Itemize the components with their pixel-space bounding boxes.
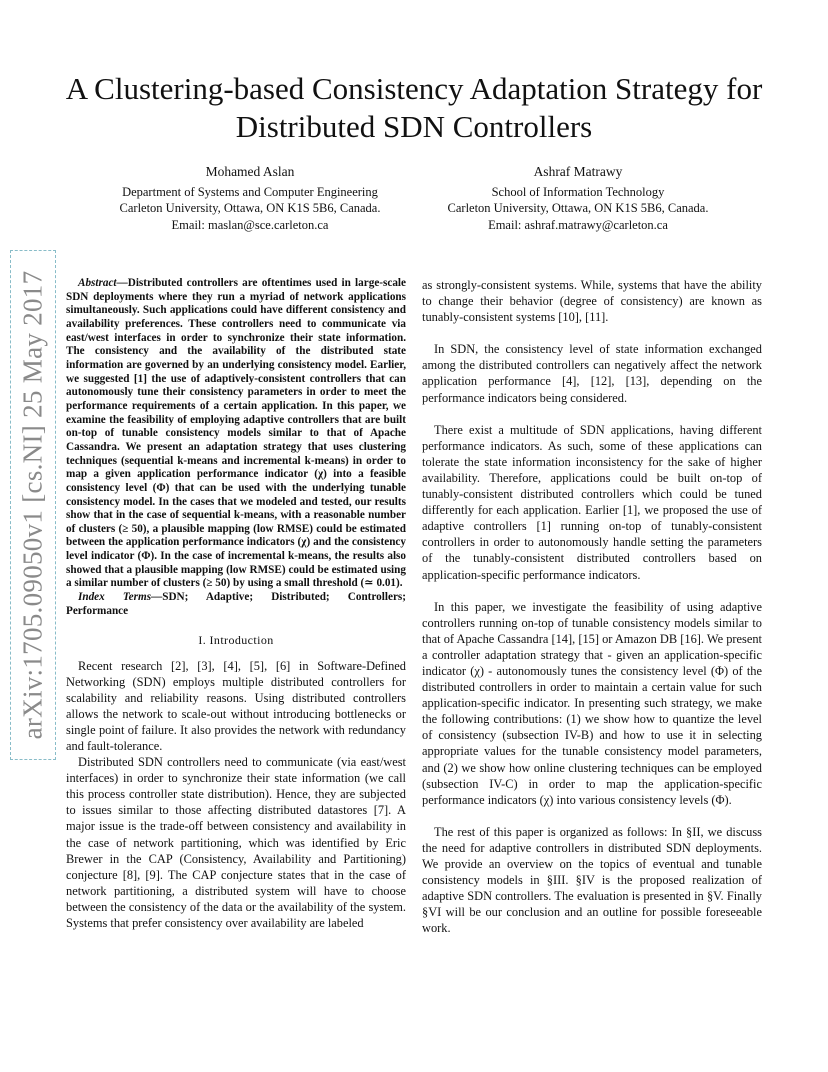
author-email: Email: maslan@sce.carleton.ca <box>171 217 329 232</box>
intro-paragraph-3: as strongly-consistent systems. While, systems that have the ability to change their behavior (degree of consistency) are known as tunably-consistent systems [10], [11]. <box>422 278 762 325</box>
left-column <box>66 277 406 931</box>
author-name: Ashraf Matrawy <box>533 164 623 179</box>
author-block-1 <box>90 164 410 233</box>
author-email: Email: ashraf.matrawy@carleton.ca <box>488 217 668 232</box>
right-column <box>422 277 762 952</box>
author-address: Carleton University, Ottawa, ON K1S 5B6, Canada. <box>447 201 709 215</box>
intro-paragraph-4: In SDN, the consistency level of state information exchanged among the distributed controllers can negatively affect the network application performance [4], [12], [13], depending on the performance indicators being considered. <box>422 342 762 405</box>
author-address: Carleton University, Ottawa, ON K1S 5B6, Canada. <box>119 201 381 215</box>
abstract-label: Abstract <box>78 277 117 289</box>
paper-title: A Clustering-based Consistency Adaptation Strategy for Distributed SDN Controllers <box>65 71 763 144</box>
intro-paragraph-5: There exist a multitude of SDN applications, having different performance indicators. As such, some of these applications can tolerate the state information inconsistency for the sake of higher availability. Therefore, applications could be built on-top of tunably-consistent distributed controllers which could be tuned differently for each application. Earlier [1], we proposed the use of adaptive controllers [1] running on-top of tunably-consistent controllers in order to autonomously handle setting the parameters of the tunably-consistent distributed controllers based on application-specific performance indicators. <box>422 422 762 582</box>
abstract-text: —Distributed controllers are oftentimes used in large-scale SDN deployments where they run a myriad of network applications simultaneously. Such applications could have different consistency and availability preferences. These controllers need to communicate via east/west interfaces in order to synchronize their state information. The consistency and the availability of the distributed state information are governed by an underlying consistency model. Earlier, we suggested [1] the use of adaptively-consistent controllers that can autonomously tune their consistency parameters in order to meet the performance requirements of a certain application. In this paper, we examine the feasibility of employing adaptive controllers that are built on-top of tunable consistency models similar to that of Apache Cassandra. We present an adaptation strategy that uses clustering techniques (sequential k-means and incremental k-means) in order to map a given application performance indicator (χ) into a feasible consistency level (Φ) that can be used with the underlying tunable consistency model. In the cases that we modeled and tested, our results show that in the case of sequential k-means, with a reasonable number of clusters (≥ 50), a plausible mapping (low RMSE) could be estimated between the application performance indicators (χ) and the consistency level indicator (Φ). In the case of incremental k-means, the results also showed that a plausible mapping (low RMSE) could be estimated using a similar number of clusters (≥ 50) by using a small threshold (≃ 0.01). <box>66 277 406 590</box>
intro-paragraph-6: In this paper, we investigate the feasibility of using adaptive controllers running on-top of tunable consistency models similar to that of Apache Cassandra [14], [15] or Amazon DB [16]. We present a controller adaptation strategy that - given an application-specific indicator (χ) - autonomously tunes the consistency level (Φ) of the distributed controllers in order to maintain a certain value for such application-specific indicator. In presenting such strategy, we make the following contributions: (1) we show how to quantize the level of consistency (subsection IV-B) and how to use it in selecting appropriate values for the tunable consistency model parameters, and (2) we show how online clustering techniques can be employed (subsection IV-C) in order to map the application-specific performance indicators (χ) into various consistency levels (Φ). <box>422 599 762 807</box>
author-department: School of Information Technology <box>491 184 665 199</box>
author-department: Department of Systems and Computer Engineering <box>122 184 378 199</box>
intro-paragraph-1: Recent research [2], [3], [4], [5], [6] in Software-Defined Networking (SDN) employs multiple distributed controllers for scalability and reliability reasons. Using distributed controllers allows the network to scale-out without introducing bottlenecks or single point of failure. It also provides the network with redundancy and fault-tolerance. <box>66 658 406 753</box>
author-block-2 <box>418 164 738 233</box>
author-name: Mohamed Aslan <box>205 164 295 179</box>
section-heading: I. Introduction <box>198 633 274 648</box>
index-terms: —SDN; Adaptive; Distributed; Controllers; Performance <box>66 591 406 617</box>
intro-paragraph-7: The rest of this paper is organized as follows: In §II, we discuss the need for adaptive controllers in distributed SDN deployments. We provide an overview on the topics of eventual and tunable consistency models in §III. §IV is the proposed realization of adaptive SDN controllers. The evaluation is presented in §V. Finally §VI will be our conclusion and an outline for possible foreseeable work. <box>422 824 762 936</box>
arxiv-stamp[interactable]: arXiv:1705.09050v1 [cs.NI] 25 May 2017 <box>17 270 48 740</box>
abstract <box>66 277 406 618</box>
intro-paragraph-2: Distributed SDN controllers need to communicate (via east/west interfaces) in order to synchronize their state information (we call this process controller state distribution). Hence, they are subjected to issues similar to those affecting distributed datastores [7]. A major issue is the trade-off between consistency and availability in the case of network partitioning, which was identified by Eric Brewer in the CAP (Consistency, Availability and Partitioning) conjecture [8], [9]. The CAP conjecture states that in the case of network partitioning, a distributed system will have to choose between the consistency of the data or the availability of the system. Systems that prefer consistency over availability are labeled <box>66 755 406 930</box>
index-terms-label: Index Terms <box>78 591 152 604</box>
